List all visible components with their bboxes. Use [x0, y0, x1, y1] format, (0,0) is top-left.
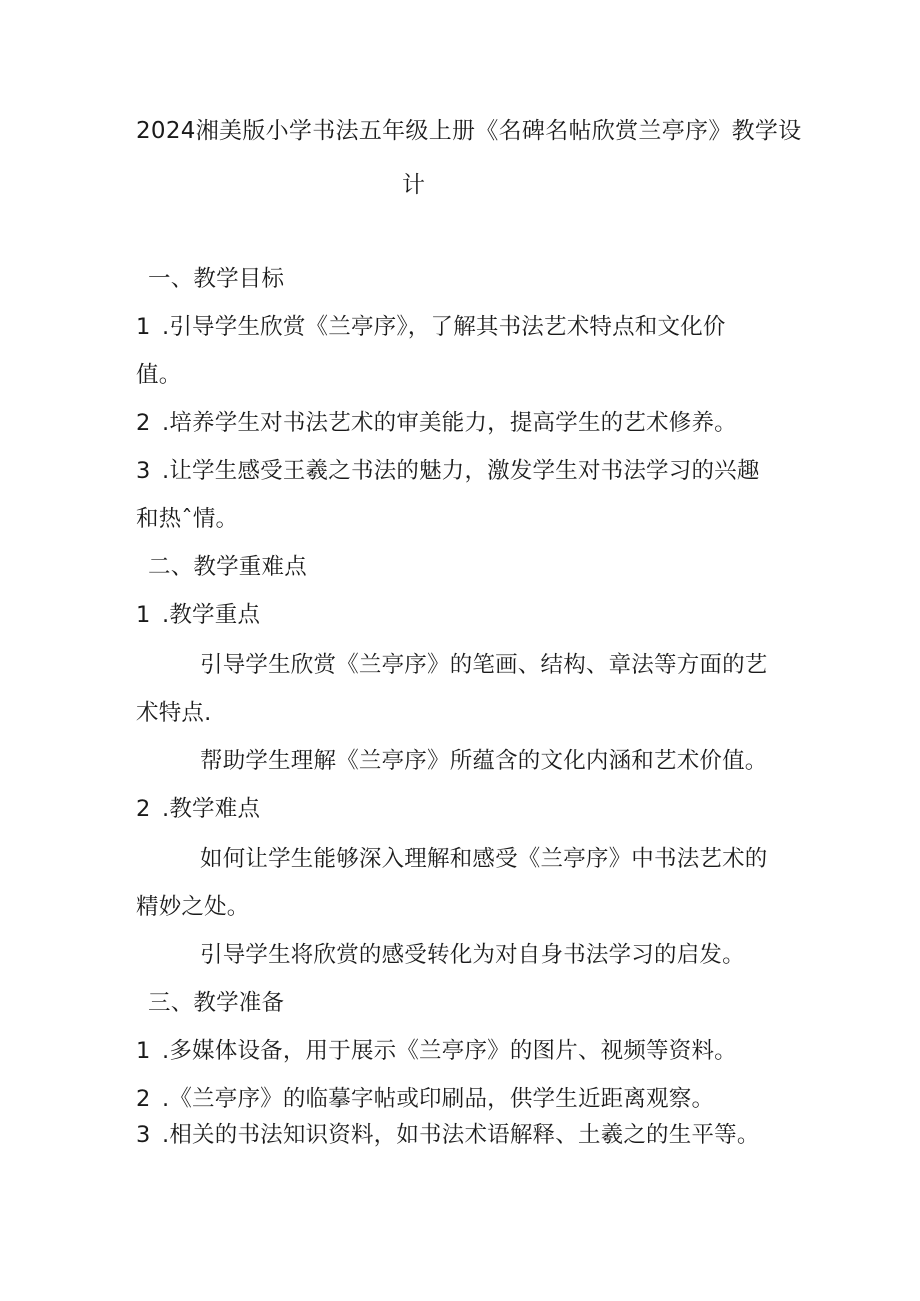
- subsection-difficulty: [136, 794, 260, 824]
- objective-item-2: [136, 408, 737, 438]
- list-number: 3: [136, 1122, 151, 1148]
- list-item-text: .引导学生欣赏《兰亭序》，了解其书法艺术特点和文化价: [162, 314, 726, 340]
- section-heading-objectives: 一、教学目标: [148, 266, 285, 292]
- difficulty-paragraph-1-continued: 精妙之处。: [136, 894, 250, 920]
- list-number: 1: [136, 314, 151, 340]
- list-number: 2: [136, 1086, 151, 1112]
- subsection-label: .教学重点: [162, 602, 261, 628]
- list-item-text: .《兰亭序》的临摹字帖或印刷品，供学生近距离观察。: [162, 1086, 715, 1112]
- list-number: 2: [136, 796, 151, 822]
- key-point-paragraph-1-continued: 术特点.: [136, 700, 212, 726]
- list-item-text: .培养学生对书法艺术的审美能力，提高学生的艺术修养。: [162, 410, 737, 436]
- key-point-paragraph-2: 帮助学生理解《兰亭序》所蕴含的文化内涵和艺术价值。: [200, 748, 768, 774]
- subsection-label: .教学难点: [162, 796, 261, 822]
- list-item-text: .相关的书法知识资料，如书法术语解释、土羲之的生平等。: [162, 1122, 760, 1148]
- list-item-text: .让学生感受王羲之书法的魅力，激发学生对书法学习的兴趣: [162, 458, 760, 484]
- preparation-item-1: [136, 1036, 737, 1066]
- preparation-item-2: [136, 1084, 714, 1114]
- difficulty-paragraph-2: 引导学生将欣赏的感受转化为对自身书法学习的启发。: [200, 942, 745, 968]
- preparation-item-3: [136, 1120, 760, 1150]
- document-title-line-1: 2024湘美版小学书法五年级上册《名碑名帖欣赏兰亭序》教学设: [136, 118, 802, 144]
- objective-item-3: [136, 456, 760, 486]
- section-heading-key-points: 二、教学重难点: [148, 554, 307, 580]
- difficulty-paragraph-1: 如何让学生能够深入理解和感受《兰亭序》中书法艺术的: [200, 846, 768, 872]
- key-point-paragraph-1: 引导学生欣赏《兰亭序》的笔画、结构、章法等方面的艺: [200, 652, 768, 678]
- list-number: 2: [136, 410, 151, 436]
- subsection-key-point: [136, 600, 260, 630]
- document-title-line-2: 计: [402, 172, 426, 198]
- objective-item-1-continued: 值。: [136, 362, 182, 388]
- section-heading-preparation: 三、教学准备: [148, 990, 285, 1016]
- list-number: 1: [136, 602, 151, 628]
- list-item-text: .多媒体设备，用于展示《兰亭序》的图片、视频等资料。: [162, 1038, 737, 1064]
- list-number: 3: [136, 458, 151, 484]
- list-number: 1: [136, 1038, 151, 1064]
- objective-item-1: [136, 312, 726, 342]
- objective-item-3-continued: 和热ˆ情。: [136, 506, 239, 532]
